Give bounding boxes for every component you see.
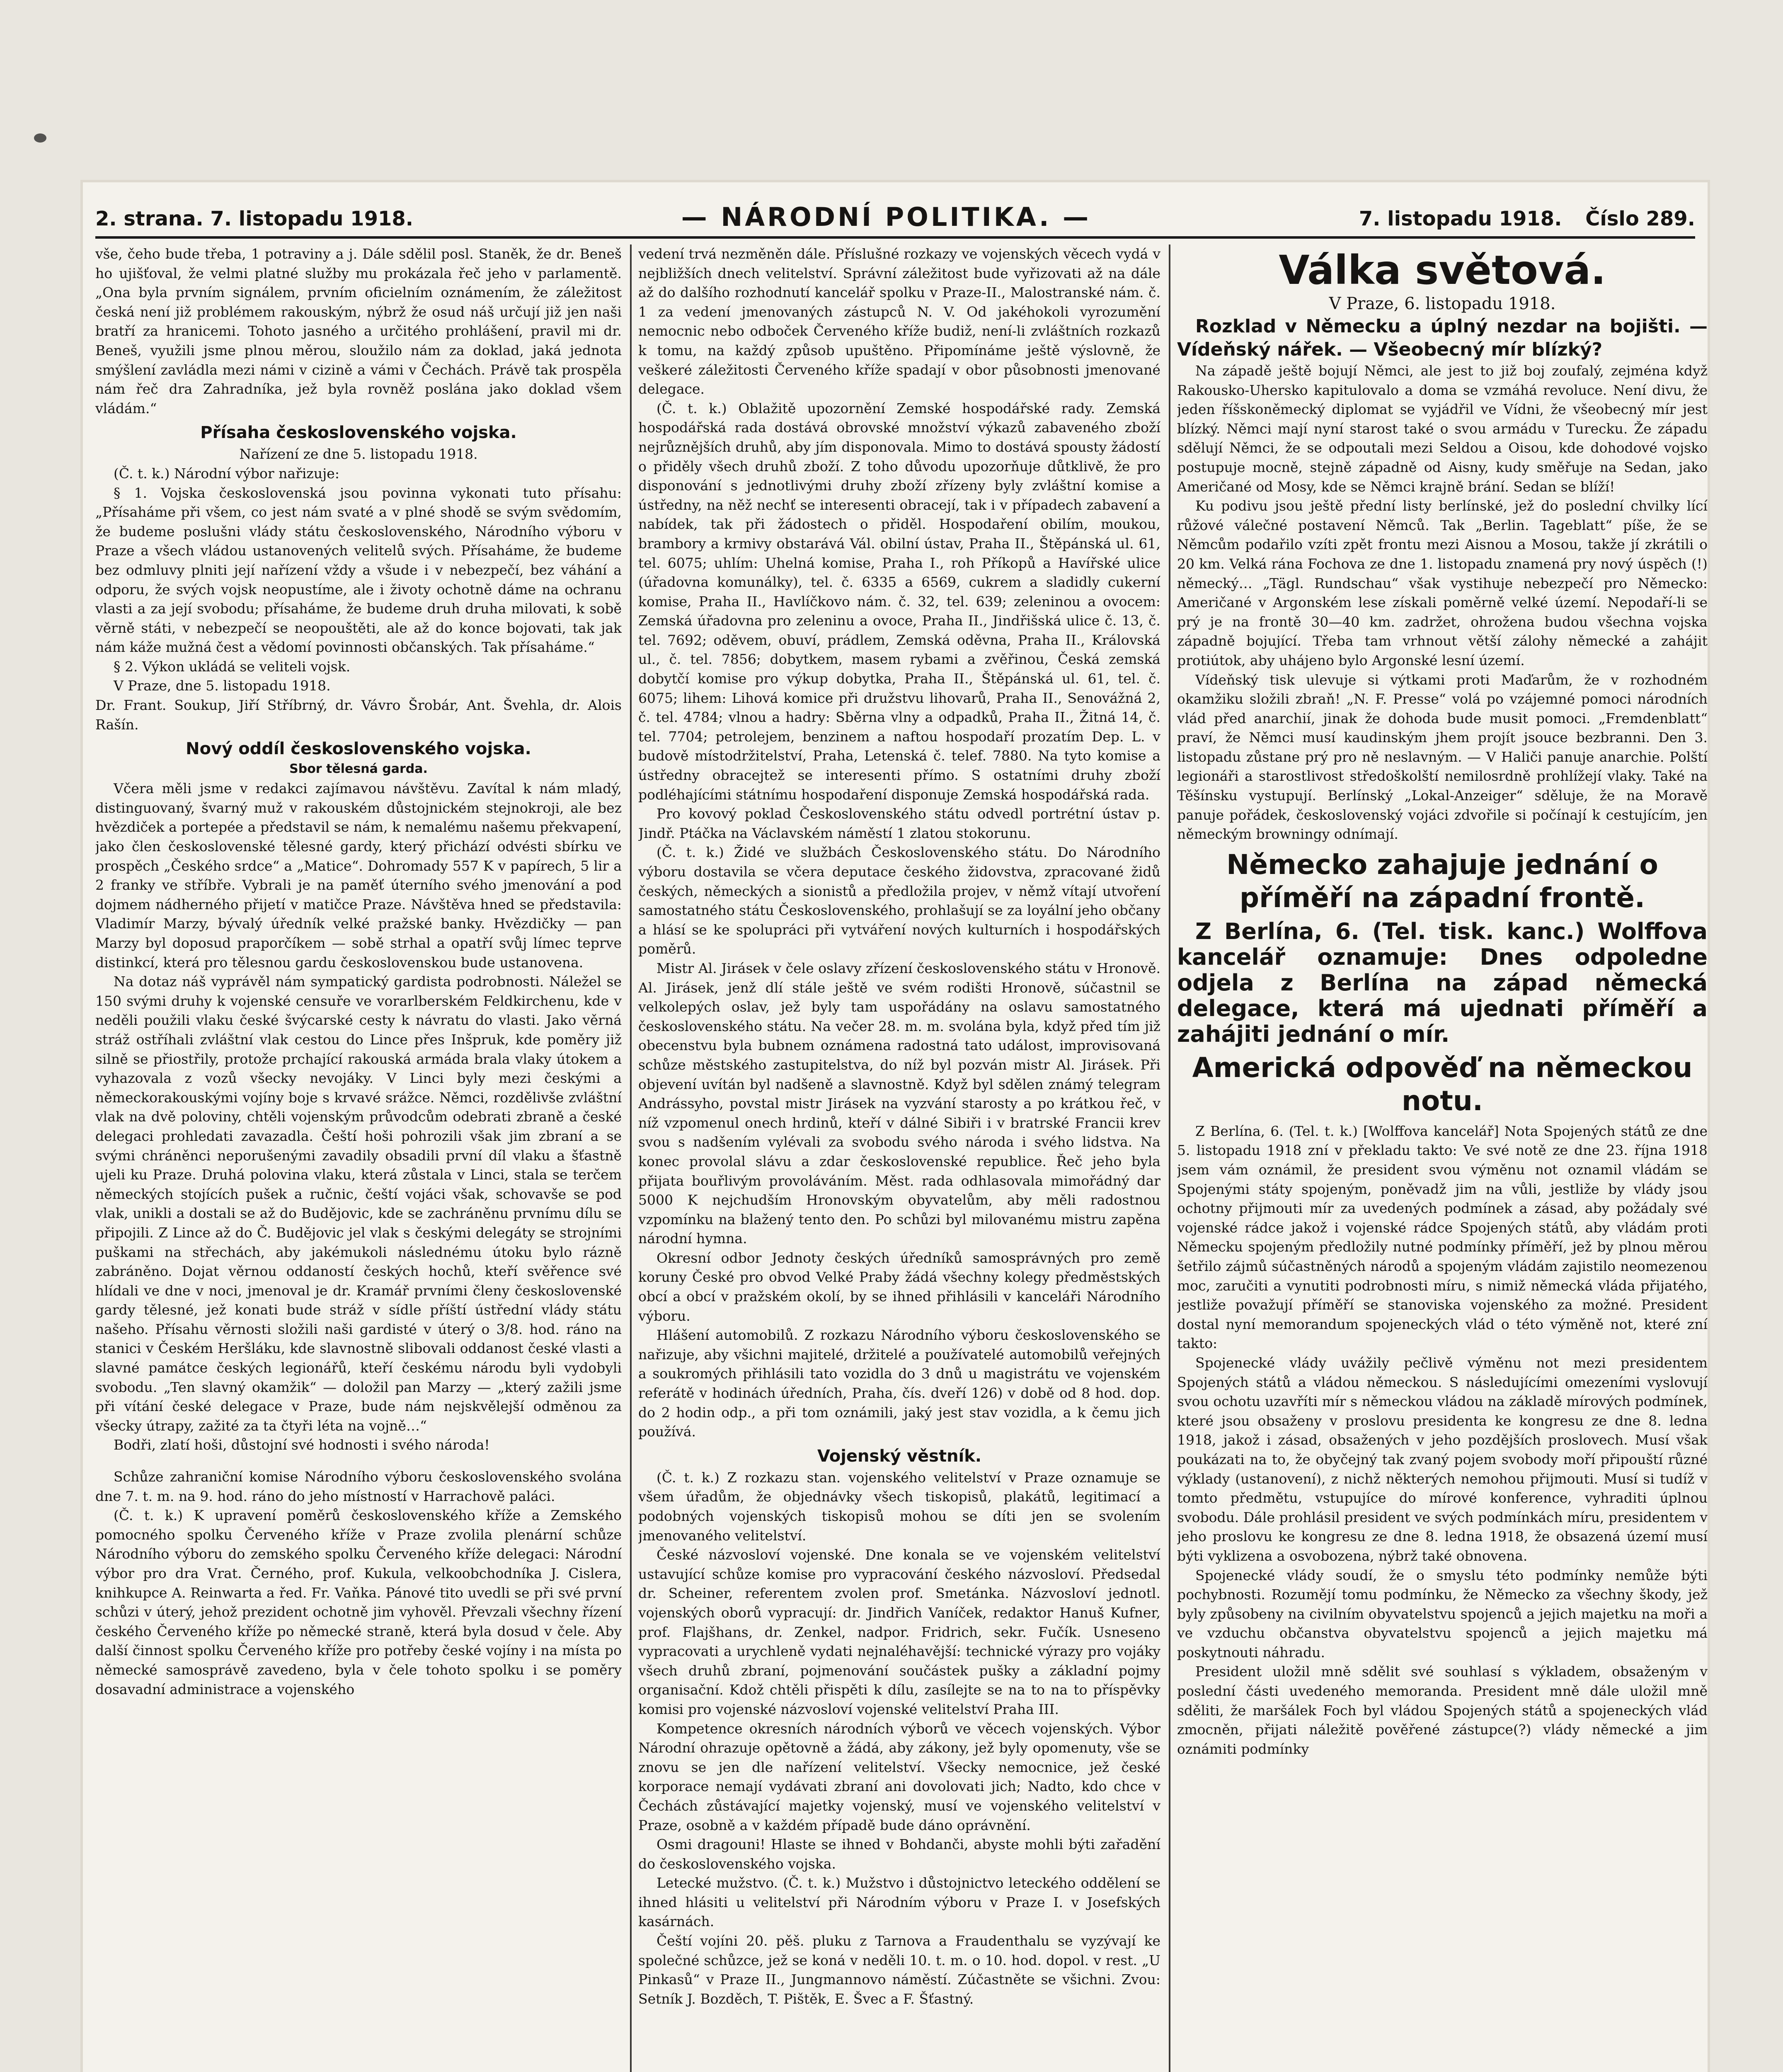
- article-text: Na dotaz náš vyprávěl nám sympatický gardista podrobnosti. Náležel se 150 svými druhy k vojenské censuře ve vorarlberském Feldkirchenu, kde v neděli použili vlaku české švýcarské cesty k návratu do vlasti. Jako věrná stráž ostříhali zvláštní vlak cestou do Lince přes Inšpruk, kde poměry již silně se přiostřily, protože prchající rakouská armáda brala vlaky útokem a vyhazovala z vozů všecky nevojáky. V Linci byly mezi českými a německorakouskými vojíny boje s krvavé srážce. Němci, rozdělivše zvláštní vlak na dvě poloviny, chtěli vojenským průvodcům odebrati zbraně a české delegaci prohledati zavazadla. Čeští hoši pohrozili však jim zbraní a se svými chráněnci neporušenými zavadily obsadili první díl vlaku a šťastně ujeli ku Praze. Druhá polovina vlaku, která zůstala v Linci, stala se terčem německých stojících pušek a ručnic, čeští vojáci však, schovavše se pod vlak, unikli a dostali se až do Budějovic, kde se zachráněnu prvnímu dílu se připojili. Z Lince až do Č. Budějovic jel vlak s českými delegáty se strojními puškami na střechách, aby jakémukoli následnému útoku bylo rázně zabráněno. Dojat věrnou oddaností českých hochů, kteří svěřence své hlídali ve dne v noci, jmenoval je dr. Kramář prvními členy československé gardy tělesné, jež konati bude stráž v sídle příští ústřední vlády státu našeho. Přísahu věrnosti složili naši gardisté v úterý o 3/8. hod. ráno na stanici v Českém Heršláku, kde slavnostně slibovali oddanost české vlasti a slavné památce českých legionářů, kteří českému národu byli vydobyli svobodu. „Ten slavný okamžik“ — doložil pan Marzy — „který zažili jsme při vítání české delegace v Praze, bude nám nejskvělejší odměnou za všecky útrapy, zažité za ta čtyři léta na vojně…“: [95, 973, 622, 1434]
- column-3: [1177, 244, 1708, 2072]
- header-date: 7. listopadu 1918.: [1359, 207, 1562, 230]
- headline-jednani: Německo zahajuje jednání o příměří na západní frontě.: [1226, 848, 1658, 914]
- article-text: V Praze, dne 5. listopadu 1918.: [114, 678, 331, 694]
- header-page-info: 2. strana. 7. listopadu 1918.: [95, 207, 413, 230]
- article-text: President uložil mně sdělit své souhlasí s výkladem, obsaženým v poslední části uvedeného memoranda. President mně dále uložil mně sděliti, že maršálek Foch byl vládou Spojených států a spojeneckých vlád zmocněn, přijati náležitě pověřené zástupce(?) vlády německé a jim oznámiti podmínky: [1177, 1663, 1708, 1757]
- article-text: § 1. Vojska československá jsou povinna vykonati tuto přísahu: „Přísaháme při všem, co jest nám svaté a v plné shodě se svým svědomím, že budeme poslušni vlády státu československého, Národního výboru v Praze a všech vládou ustanovených velitelů svých. Přísaháme, že budeme bez odmluvy plniti její nařízení vždy a všude i v nebezpečí, bez váhání a odporu, že svých vojsk neopustíme, ale i životy ochotně dáme na ochranu vlasti a za její svobodu; přísaháme, že budeme druh druha milovati, k sobě věrně státi, v nebezpečí se neopouštěti, ale až do konce bojovati, tak jak nám káže mužná čest a vědomí povinnosti občanských. Tak přísaháme.“: [95, 484, 622, 656]
- headline-valka: Válka světová.: [1279, 247, 1606, 293]
- masthead-title: — NÁRODNÍ POLITIKA. —: [681, 202, 1091, 232]
- article-text: Včera měli jsme v redakci zajímavou návštěvu. Zavítal k nám mladý, distinguovaný, švarný muž v rakouském důstojnickém stejnokroji, ale bez hvězdiček a portepée a představil se nám, k nemalému našemu překvapení, jako člen československé tělesné gardy, který přichází odvésti sbírku ve prospěch „Českého srdce“ a „Matice“. Dohromady 557 K v papírech, 5 lir a 2 franky ve stříbře. Vybrali je na paměť úterního svého jmenování a pod dojmem nádherného přijetí v matičce Praze. Návštěva hned se představila: Vladimír Marzy, bývalý úředník velké pražské banky. Hvězdičky — pan Marzy byl doposud praporčíkem — sobě strhal a opatří svůj límec teprve distinkcí, která pro tělesnou gardu československou bude ustanovena.: [95, 780, 622, 971]
- dateline: V Praze, 6. listopadu 1918.: [1329, 294, 1556, 313]
- article-text: Hlášení automobilů. Z rozkazu Národního výboru československého se nařizuje, aby všichni majitelé, držitelé a používatelé automobilů veřejných a soukromých přihlásili tato vozidla do 3 dnů u magistrátu ve vojenském referátě v hodinách úředních, Praha, čís. dveří 126) v době od 8 hod. dop. do 2 hodin odp., a při tom oznámili, jaký jest stav vozidla, a k čemu jich používá.: [638, 1327, 1160, 1440]
- article-text: (Č. t. k.) Z rozkazu stan. vojenského velitelství v Praze oznamuje se všem úřadům, že objednávky všech tiskopisů, plakátů, legitimací a podobných vojenských tiskopisů mohou se díti jen se svolením jmenovaného velitelství.: [638, 1469, 1160, 1544]
- article-text: Spojenecké vlády soudí, že o smyslu této podmínky nemůže býti pochybnosti. Rozumějí tomu podmínku, že Německo za všechny škody, jež byly způsobeny na civilním obyvatelstvu spojenců a jejich majetku na moři a ve vzduchu občanstva obyvatelstvu spojenců a jejich majetku má poskytnouti náhradu.: [1177, 1567, 1708, 1661]
- column-divider: [1169, 244, 1170, 2072]
- article-text: vedení trvá nezměněn dále. Příslušné rozkazy ve vojenských věcech vydá v nejbližších dnech velitelství. Správní záležitost bude vyřizovati až na dále až do dalšího rozhodnutí kancelář spolku v Praze-II., Malostranské nám. č. 1 za vedení jmenovaných zástupců N. V. Od jakéhokoli vyrozumění nemocnic nebo odboček Červeného kříže budiž, není-li zvláštních rozkazů k tomu, na každý způsob upuštěno. Připomínáme ještě výslovně, že veškeré záležitosti Červeného kříže spadají v obor působnosti jmenované delegace.: [638, 246, 1160, 397]
- column-1: [95, 244, 622, 2072]
- article-text: Pro kovový poklad Československého státu odvedl portrétní ústav p. Jindř. Ptáčka na Václavském náměstí 1 zlatou stokorunu.: [638, 806, 1160, 841]
- article-text: Na západě ještě bojují Němci, ale jest to již boj zoufalý, zejména když Rakousko-Uhersko kapitulovalo a doma se vzmáhá revoluce. Není divu, že jeden říšskoněmecký diplomat se vyjádřil ve Vídni, že všeobecný mír jest blízký. Němci mají nyní starost také o svou armádu v Turecku. Že západu sdělují Němci, že se odpoutali mezi Seldou a Oisou, kde dohodové vojsko postupuje mocně, stejně západně od Aisny, kudy směřuje na Sedan, jako Američané od Mosy, kde se Němci krajně brání. Sedan se blíží!: [1177, 363, 1708, 495]
- article-text: Bodři, zlatí hoši, důstojní své hodnosti i svého národa!: [114, 1437, 490, 1453]
- ink-blot: [34, 133, 46, 143]
- headline-vestnik: Vojenský věstník.: [817, 1446, 982, 1466]
- article-text: (Č. t. k.) K upravení poměrů československého kříže a Zemského pomocného spolku Červeného kříže v Praze zvolila plenární schůze Národního výboru do zemského spolku Červeného kříže delegaci: Národní výbor pro dra Vrat. Černého, prof. Kukula, velkoobchodníka J. Cislera, knihkupce A. Reinwarta a řed. Fr. Vaňka. Pánové tito uvedli se při své první schůzi v úterý, jehož prezident ochotně jim vyhověl. Převzali všechny řízení českého Červeného kříže po německé straně, která byla dosud v čele. Aby další činnost spolku Červeného kříže pro potřeby české vojíny i na místa po německé samosprávě zavedeno, byla v čele tohoto spolku i se poměry dosavadní administrace a vojenského: [95, 1507, 622, 1697]
- subheadline: Nařízení ze dne 5. listopadu 1918.: [239, 446, 478, 462]
- header-issue-number: Číslo 289.: [1585, 207, 1695, 230]
- article-text: (Č. t. k.) Židé ve službách Československého státu. Do Národního výboru dostavila se včera deputace českého židovstva, zpracované židů českých, německých a sionistů a předložila projev, v němž vítají utvoření samostatného státu Československého, prohlašují se za loyální jeho občany a hlásí se ke spolupráci při vytváření nových kulturních i hospodářských poměrů.: [638, 844, 1160, 957]
- article-text: Vídeňský tisk ulevuje si výtkami proti Maďarům, že v rozhodném okamžiku složili zbraň! „N. F. Presse“ volá po vzájemné pomoci národních vlád před anarchií, jinak že dohoda bude musit pomoci. „Fremdenblatt“ praví, že Němci musí kaudinským jhem projít jsouce bezbranni. Den 3. listopadu zůstane prý pro ně neslavným. — V Haliči panuje anarchie. Polští legionáři a starostlivost středoškolští nemilosrdně prohlížejí vlaky. Také na Těšínsku vystupují. Berlínský „Lokal-Anzeiger“ sděluje, že na Moravě panuje pořádek, československý vojáci zdvořile si počínají k cestujícím, jen německým browningy odnímají.: [1177, 671, 1708, 842]
- newspaper-page: [83, 182, 1708, 2072]
- headline-oddil: Nový oddíl československého vojska.: [186, 739, 531, 759]
- subheadline: Sbor tělesná garda.: [289, 762, 428, 777]
- article-text: (Č. t. k.) Oblažitě upozornění Zemské hospodářské rady. Zemská hospodářská rada dostává obrovské množství výkazů zabaveného zboží nejrůznějších druhů, aby jím disponovala. Mimo to dostává spousty žádostí o přiděly všech druhů zboží. Z toho důvodu upozorňuje důtklivě, že pro disponování s jednotlivými druhy zboží zřízeny byly zvláštní komise a ústředny, na něž nechť se interesenti obracejí, tak i v případech zabavení a nabídek, tak při žádostech o přiděl. Hospodaření obilím, moukou, brambory a krmivy obstarává Vál. obilní ústav, Praha II., Štěpánská ul. 61, tel. 6075; uhlím: Uhelná komise, Praha I., roh Příkopů a Havířské ulice (úřadovna komunálky), tel. č. 6335 a 6569, cukrem a sladidly cukerní komise, Praha II., Havlíčkovo nám. č. 32, tel. 639; zeleninou a ovocem: Zemská úřadovna pro zeleninu a ovoce, Praha II., Jindřišská ulice č. 13, č. tel. 7692; oděvem, obuví, prádlem, Zemská oděvna, Praha II., Královská ul., č. tel. 7856; dobytkem, masem rybami a zvěřinou, Česká zemská dobytčí komise pro výkup dobytka, Praha II., Štěpánská ul. 61, tel. č. 6075; lihem: Lihová komice při družstvu lihovarů, Praha II., Senovážná 2, č. tel. 4784; vlnou a hadry: Sběrna vlny a odpadků, Praha II., Žitná 14, č. tel. 7704; petrolejem, benzinem a naftou hospodaří prozatím Dep. L. v budově místodržitelství, Praha, Letenská č. telef. 7880. Na tyto komise a ústředny obracejtež se interesenti přímo. S ostatními druhy zboží podléhajícími státnímu hospodaření disponuje Zemská hospodářská rada.: [638, 400, 1160, 803]
- column-divider: [630, 244, 632, 2072]
- article-text: Ku podivu jsou ještě přední listy berlínské, jež do poslední chvilky lící růžové válečné postavení Němců. Tak „Berlin. Tageblatt“ píše, že se Němcům podařilo vzíti zpět frontu mezi Aisnou a Mosou, takže jí zkrátili o 20 km. Velká rána Fochova ze dne 1. listopadu znamená pry nový úspěch (!) německý… „Tägl. Rundschau“ však vystihuje nebezpečí pro Německo: Američané v Argonském lese získali poměrně velké území. Nepodaří-li se prý je na frontě 30—40 km. zadržet, ohrožena budou všechna vojska západně bojující. Třeba tam vrhnout větší zálohy německé a zahájit protiútok, aby uhájeno bylo Argonské lesní území.: [1177, 498, 1708, 668]
- article-text: Kompetence okresních národních výborů ve věcech vojenských. Výbor Národní ohrazuje opětovně a žádá, aby zákony, jež byly opomenuty, vše se znovu se jen dle nařízení velitelství. Všecky nemocnice, jež české korporace nemají vydávati zbraní ani dovolovati jich; Nadto, kdo chce v Čechách zůstávající majetky vojenský, musí ve vojenského velitelství v Praze, osobně a v každém případě bude dáno oprávnění.: [638, 1720, 1160, 1833]
- headline-prisaha: Přísaha československého vojska.: [200, 423, 517, 443]
- article-text: Čeští vojíni 20. pěš. pluku z Tarnova a Fraudenthalu se vyzývají ke společné schůzce, jež se koná v neděli 10. t. m. o 10. hod. dopol. v rest. „U Pinkasů“ v Praze II., Jungmannovo náměstí. Zúčastněte se všichni. Zvou: Setník J. Bozděch, T. Pištěk, E. Švec a F. Šťastný.: [638, 1933, 1160, 2007]
- article-text: České názvosloví vojenské. Dne konala se ve vojenském velitelství ustavující schůze komise pro vypracování českého názvosloví. Předsedal dr. Scheiner, referentem zvolen prof. Smetánka. Názvosloví jednotl. vojenských oborů vypracují: dr. Jindřich Vaníček, redaktor Hanuš Kufner, prof. Flajšhans, dr. Zenkel, nadpor. Fridrich, sekr. Fučík. Usneseno vypracovati a urychleně vydati nejnaléhavější: technické výrazy pro vojáky všech druhů zbraní, pojmenování součástek pušky a základní pojmy organisační. Kdož chtěli přispěti k dílu, zasílejte se na to na to příspěvky komisi pro vojenské názvosloví vojenské velitelství Praha III.: [638, 1547, 1160, 1717]
- article-text: § 2. Výkon ukládá se veliteli vojsk.: [114, 658, 351, 675]
- article-text: (Č. t. k.) Národní výbor nařizuje:: [114, 465, 339, 482]
- article-text: Okresní odbor Jednoty českých úředníků samosprávných pro země koruny České pro obvod Velké Praby žádá všechny kolegy předměstských obcí a obcí v pražském okolí, by se ihned přihlásili v kanceláři Národního výboru.: [638, 1249, 1160, 1324]
- column-2: [638, 244, 1160, 2072]
- article-text: Osmi dragouni! Hlaste se ihned v Bohdanči, abyste mohli býti zařadění do československého vojska.: [638, 1836, 1160, 1872]
- article-text: Z Berlína, 6. (Tel. t. k.) [Wolffova kancelář] Nota Spojených států ze dne 5. listopadu 1918 zní v překladu takto: Ve své notě ze dne 23. října 1918 jsem vám oznámil, že president svou výměnu not oznamil vládám se Spojenými státy spojeným, poněvadž jim na vůli, jestliže by vlády jsou ochotny přijmouti mír za uvedených podmínek a zásad, aby požádaly své vojenské rádce jakož i vojenské rádce Spojených států, aby vládám proti Německu spojeným předložily nutné podmínky příměří, jež by plnou měrou šetřilo zájmů súčastněných národů a spojeným vládám zajistilo neomezenou moc, zaručiti a vynutiti podrobnosti míru, s nimiž německá vláda přijatého, jestliže považují příměří se stanoviska vojenského za možné. President dostal nyní memorandum spojeneckých vlád o této výměně not, které zní takto:: [1177, 1123, 1708, 1352]
- page-header: [95, 199, 1695, 239]
- signatories: Dr. Frant. Soukup, Jiří Stříbrný, dr. Vávro Šrobár, Ant. Švehla, dr. Alois Rašín.: [95, 697, 622, 733]
- article-text: vše, čeho bude třeba, 1 potraviny a j. Dále sdělil posl. Staněk, že dr. Beneš ho ujišťoval, že velmi platné služby mu prokázala řeč jeho v parlamentě. „Ona byla prvním signálem, prvním oficielním oznámením, že záležitost česká není již problémem rakouským, nýbrž že osud náš určují již jen naši bratří za hranicemi. Tohoto jasného a určitého prohlášení, pravil mi dr. Beneš, využili jsme plnou měrou, sloužilo nám za doklad, jaká jednota smýšlení zavládla mezi námi v cizině a vámi v Čechách. Právě tak prospěla nám řeč dra Zahradníka, jež byla rovněž poslána jako doklad všem vládám.“: [95, 246, 622, 416]
- article-text: Letecké mužstvo. (Č. t. k.) Mužstvo i důstojnictvo leteckého oddělení se ihned hlásiti u velitelství při Národním výboru v Praze I. v Josefských kasárnách.: [638, 1875, 1160, 1930]
- header-issue-info: [1359, 207, 1695, 236]
- headline-odpoved: Americká odpověď na německou notu.: [1192, 1051, 1693, 1117]
- columns: [95, 244, 1708, 2072]
- lead-summary: Rozklad v Německu a úplný nezdar na bojišti. — Vídeňský nářek. — Všeobecný mír blízký?: [1177, 316, 1708, 360]
- berlin-bulletin: Z Berlína, 6. (Tel. tisk. kanc.) Wolffova kancelář oznamuje: Dnes odpoledne odjela z Berlína na západ německá delegace, která má ujednati příměří a zahájiti jednání o mír.: [1177, 918, 1708, 1047]
- article-text: Schůze zahraniční komise Národního výboru československého svolána dne 7. t. m. na 9. hod. ráno do jeho místností v Harrachově paláci.: [95, 1469, 622, 1504]
- article-text: Spojenecké vlády uvážily pečlivě výměnu not mezi presidentem Spojených států a vládou německou. S následujícími omezeními vyslovují svou ochotu uzavříti mír s německou vládou na základě mírových podmínek, které jsou obsaženy v proslovu presidenta ke kongresu ze dne 8. ledna 1918, jakož i zásad, obsažených v jeho pozdějších proslovech. Musí však poukázati na to, že obyčejný tak zvaný pojem svobody moří připouští různé výklady (ustanovení), z nichž některých nemohou přijmouti. Musí si tudíž v tomto předmětu, vstupujíce do mírové konference, vyhraditi úplnou svobodu. Dále prohlásil president ve svých podmínkách míru, presidentem v jeho proslovu ke kongresu ze dne 8. ledna 1918, že obsazená území musí býti vyklizena a osvobozena, nýbrž také obnovena.: [1177, 1354, 1708, 1564]
- article-text: Mistr Al. Jirásek v čele oslavy zřízení československého státu v Hronově. Al. Jirásek, jenž dlí stále ještě ve svém rodišti Hronově, súčastnil se velkolepých oslav, jež byly tam uspořádány na oslavu samostatného československého státu. Na večer 28. m. m. svolána byla, když před tím již obecenstvu byla bubnem oznámena radostná tato událost, improvisovaná schůze městského zastupitelstva, do níž byl pozván mistr Al. Jirásek. Při objevení uvítán byl nadšeně a slavnostně. Když byl sdělen známý telegram Andrássyho, povstal mistr Jirásek na vyzvání starosty a po krátkou řeč, v níž vzpomenul onech hrdinů, kteří v dálné Sibiři i v bratrské Francii krev svou s nadšením vylévali za svobodu svého národa i svého lidstva. Na konec provolal slávu a zdar československé republice. Řeč jeho byla přijata bouřlivým provoláváním. Měst. rada odhlasovala mimořádný dar 5000 K nejchudším Hronovským obyvatelům, aby měli radostnou vzpomínku na blažený tento den. Po schůzi byl milovanému mistru zapěna národní hymna.: [638, 960, 1160, 1247]
